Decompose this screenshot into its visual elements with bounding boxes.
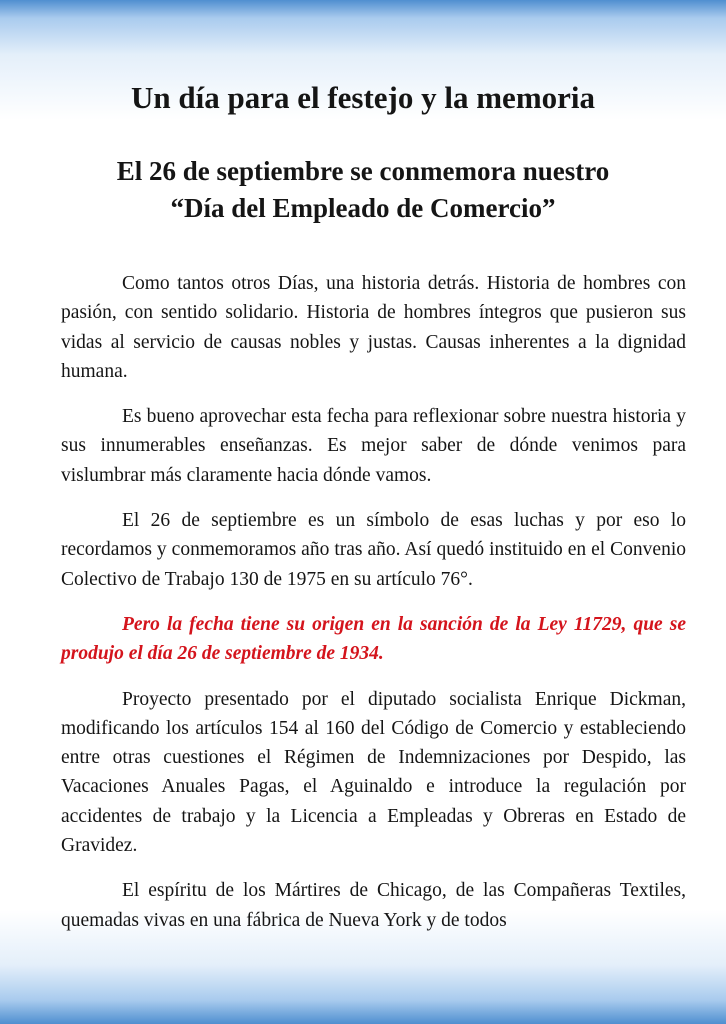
- highlighted-paragraph: Pero la fecha tiene su origen en la sanción de la Ley 11729, que se produjo el día 26 de septiembre de 1934.: [61, 613, 686, 665]
- paragraph-1: Como tantos otros Días, una historia detrás. Historia de hombres con pasión, con sentido solidario. Historia de hombres íntegros que pusieron sus vidas al servicio de causas nobles y justas. Causas inherentes a la dignidad humana.: [61, 273, 686, 382]
- page-subtitle: [0, 153, 726, 227]
- page-title: Un día para el festejo y la memoria: [130, 80, 596, 115]
- article-body: [61, 269, 686, 951]
- subtitle-line-1: El 26 de septiembre se conmemora nuestro: [116, 156, 610, 186]
- subtitle-line-2: “Día del Empleado de Comercio”: [170, 193, 556, 223]
- paragraph-5: Proyecto presentado por el diputado socialista Enrique Dickman, modificando los artículos 154 al 160 del Código de Comercio y estableciendo entre otras cuestiones el Régimen de Indemnizaciones por Despido, las Vacaciones Anuales Pagas, el Aguinaldo e introduce la regulación por accidentes de trabajo y la Licencia a Empleadas y Obreras en Estado de Gravidez.: [61, 688, 686, 857]
- paragraph-3: El 26 de septiembre es un símbolo de esas luchas y por eso lo recordamos y conmemoramos año tras año. Así quedó instituido en el Convenio Colectivo de Trabajo 130 de 1975 en su artículo 76°.: [61, 510, 686, 590]
- paragraph-6: El espíritu de los Mártires de Chicago, de las Compañeras Textiles, quemadas vivas en una fábrica de Nueva York y de todos: [61, 880, 686, 931]
- paragraph-2: Es bueno aprovechar esta fecha para reflexionar sobre nuestra historia y sus innumerables enseñanzas. Es mejor saber de dónde venimos para vislumbrar más claramente hacia dónde vamos.: [61, 406, 686, 486]
